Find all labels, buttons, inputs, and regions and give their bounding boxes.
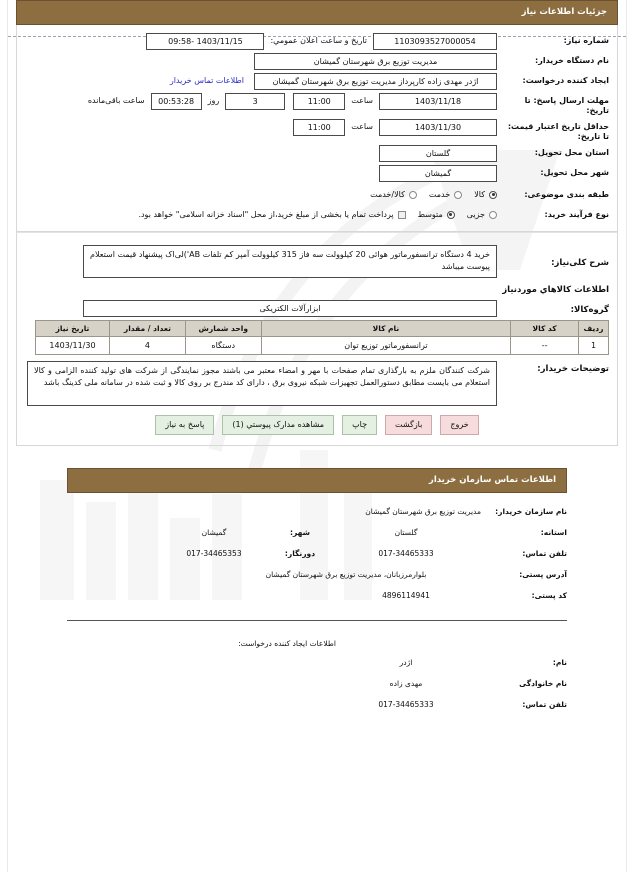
contact-row-phone	[67, 549, 567, 570]
contact-org-label: نام سازمان خریدار:	[495, 507, 567, 516]
creator-first-name-value: اژدر	[399, 658, 413, 667]
contact-postal-value: 4896114941	[382, 591, 430, 600]
creator-last-name-label: نام خانوادگی	[519, 679, 567, 688]
province-field[interactable]: گلستان	[379, 145, 497, 162]
contact-address-value: بلوارمرزبانان، مدیریت توزیع برق شهرستان گمیشان	[265, 570, 427, 579]
need-description-panel	[16, 232, 618, 446]
action-button-bar	[25, 415, 609, 435]
deadline-hour-label: ساعت	[351, 96, 373, 105]
creator-row-last-name	[67, 679, 567, 700]
city-field[interactable]: گمیشان	[379, 165, 497, 182]
buyer-desc-label: توضیحات خریدار:	[537, 364, 609, 374]
creator-phone-label: تلفن تماس:	[522, 700, 567, 709]
goods-group-field[interactable]: ابزارآلات الکتریکی	[83, 300, 497, 317]
province-label: استان محل تحویل:	[534, 148, 609, 157]
countdown-field: 00:53:28	[151, 93, 202, 110]
col-code: کد کالا	[511, 321, 579, 337]
row-buyer-org	[25, 53, 609, 70]
row-creator	[25, 73, 609, 90]
row-buyer-desc	[25, 361, 609, 406]
contact-province-label: استانه:	[540, 528, 567, 537]
contact-postal-label: کد پستی:	[531, 591, 567, 600]
creator-last-name-value: مهدی زاده	[389, 679, 423, 688]
process-label: نوع فرآیند خرید:	[544, 210, 609, 219]
col-qty: تعداد / مقدار	[109, 321, 185, 337]
goods-section-title: اطلاعات کالاهاي موردنیاز	[502, 285, 609, 295]
radio-dot-icon	[454, 191, 462, 199]
treasury-checkbox-label: پرداخت تمام یا بخشی از مبلغ خرید،از محل "اسناد خزانه اسلامی" خواهد بود.	[138, 210, 394, 219]
category-radio-kala[interactable]	[474, 190, 497, 199]
need-desc-field[interactable]: خرید 4 دستگاه ترانسفورماتور هوائی 20 کیلوولت سه فاز 315 کیلوولت آمپر کم تلفات AB')لی‌اک پیشنهاد قیمت استعلام پیوست میباشد	[83, 245, 497, 278]
contact-fax-label: دورنگار:	[284, 549, 316, 558]
row-goods-group	[25, 300, 609, 317]
creator-first-name-label: نام:	[552, 658, 567, 667]
page-title: جزئیات اطلاعات نیاز	[16, 0, 618, 25]
radio-dot-icon	[447, 211, 455, 219]
table-row[interactable]	[36, 337, 609, 355]
deadline-date-field[interactable]: 1403/11/18	[379, 93, 497, 110]
buyer-desc-field[interactable]: شرکت کنندگان ملزم به بارگذاری تمام صفحات با مهر و امضاء معتبر می باشند مجوز نمایندگی از شرکت های تولید کننده الزامی و کالا استعلام می بایست مطابق دستورالعمل تجهیزات شبکه نیروی برق ، دارای کد مندرج بر روی کالا و ثبت شده در سامانه ملی کدینگ باشد	[27, 361, 497, 406]
creator-row-phone	[67, 700, 567, 721]
cell-qty: 4	[109, 337, 185, 355]
validity-hour-field[interactable]: 11:00	[293, 119, 345, 136]
contact-address-label: آدرس پستی:	[519, 570, 567, 579]
back-button[interactable]: بازگشت	[385, 415, 432, 435]
buyer-org-field[interactable]: مدیریت توزیع برق شهرستان گمیشان	[254, 53, 497, 70]
checkbox-icon[interactable]	[398, 211, 406, 219]
need-details-panel	[16, 25, 618, 232]
deadline-hour-field[interactable]: 11:00	[293, 93, 345, 110]
process-option-label: متوسط	[417, 210, 443, 219]
category-option-label: کالا	[474, 190, 485, 199]
process-option-label: جزیی	[466, 210, 485, 219]
cell-name: ترانسفورماتور توزیع توان	[261, 337, 510, 355]
category-option-label: خدمت	[428, 190, 451, 199]
need-number-label: شماره نیاز:	[563, 36, 609, 45]
category-option-label: کالا/خدمت	[370, 190, 405, 199]
cell-unit: دستگاه	[185, 337, 261, 355]
row-need-number	[25, 33, 609, 50]
need-number-field[interactable]: 1103093527000054	[373, 33, 497, 50]
contact-org-value: مدیریت توزیع برق شهرستان گمیشان	[365, 507, 481, 516]
creator-field[interactable]: اژدر مهدی زاده کارپرداز مدیریت توزیع برق شهرستان گمیشان	[254, 73, 497, 90]
remaining-days-field[interactable]: 3	[225, 93, 285, 110]
creator-phone-value: 017-34465333	[378, 700, 434, 709]
deadline-label: مهلت ارسال پاسخ: تا تاریخ:	[524, 96, 609, 115]
radio-dot-icon	[409, 191, 417, 199]
row-deadline	[25, 93, 609, 116]
cell-index: 1	[579, 337, 609, 355]
buyer-contact-link[interactable]: اطلاعات تماس خریدار	[169, 76, 244, 85]
process-radio-group[interactable]	[126, 208, 497, 219]
announce-datetime-field[interactable]: 1403/11/15 -09:58	[146, 33, 264, 50]
contact-phone-value: 017-34465333	[378, 549, 434, 558]
row-province	[25, 145, 609, 162]
city-label: شهر محل تحویل:	[540, 168, 609, 177]
goods-group-label: گروه‌کالا:	[570, 304, 609, 315]
row-category	[25, 185, 609, 202]
respond-to-need-button[interactable]: پاسخ به نیاز	[155, 415, 214, 435]
contact-row-province	[67, 528, 567, 549]
validity-label: حداقل تاریخ اعتبار قیمت: تا تاریخ:	[507, 122, 609, 141]
contact-divider	[67, 620, 567, 621]
contact-row-postal	[67, 591, 567, 612]
countdown-label: ساعت باقی‌مانده	[87, 96, 145, 105]
category-radio-group[interactable]	[358, 188, 497, 199]
need-desc-label: شرح کلی‌نیاز:	[551, 257, 609, 268]
col-unit: واحد شمارش	[185, 321, 261, 337]
row-validity	[25, 119, 609, 142]
row-process-type	[25, 205, 609, 222]
process-radio-jozii[interactable]	[467, 210, 497, 219]
days-unit-label: روز	[207, 96, 220, 105]
creator-info-title: اطلاعات ایجاد کننده درخواست:	[238, 639, 336, 648]
contact-row-org	[67, 507, 567, 528]
category-radio-kala-khedmat[interactable]	[370, 190, 417, 199]
creator-row-first-name	[67, 658, 567, 679]
buyer-contact-section	[0, 468, 634, 721]
print-button[interactable]: چاپ	[342, 415, 377, 435]
col-date: تاریخ نیاز	[36, 321, 110, 337]
contact-phone-label: تلفن تماس:	[522, 549, 567, 558]
row-need-desc	[25, 245, 609, 278]
contact-row-address	[67, 570, 567, 591]
treasury-checkbox-option[interactable]	[138, 210, 405, 219]
goods-table	[35, 320, 609, 355]
radio-dot-icon	[489, 191, 497, 199]
radio-dot-icon	[489, 211, 497, 219]
category-label: طبقه بندی موضوعی:	[524, 190, 609, 199]
buyer-org-label: نام دستگاه خریدار:	[535, 56, 609, 65]
process-radio-motavaset[interactable]	[418, 210, 455, 219]
contact-city-value: گمیشان	[201, 528, 227, 537]
category-radio-khedmat[interactable]	[429, 190, 462, 199]
contact-fax-value: 017-34465353	[186, 549, 242, 558]
contact-province-value: گلستان	[394, 528, 418, 537]
exit-button[interactable]: خروج	[440, 415, 478, 435]
row-city	[25, 165, 609, 182]
creator-label: ایجاد کننده درخواست:	[522, 76, 609, 85]
cell-code: --	[511, 337, 579, 355]
view-attachments-button[interactable]: مشاهده مدارک پیوستي (1)	[222, 415, 334, 435]
cell-date: 1403/11/30	[36, 337, 110, 355]
col-index: ردیف	[579, 321, 609, 337]
announce-label: تاریخ و ساعت اعلان عمومي:	[270, 36, 367, 45]
contact-city-label: شهر:	[290, 528, 310, 537]
validity-date-field[interactable]: 1403/11/30	[379, 119, 497, 136]
validity-hour-label: ساعت	[351, 122, 373, 131]
goods-table-header-row	[36, 321, 609, 337]
contact-section-title: اطلاعات تماس سازمان خریدار	[67, 468, 567, 493]
col-name: نام کالا	[261, 321, 510, 337]
